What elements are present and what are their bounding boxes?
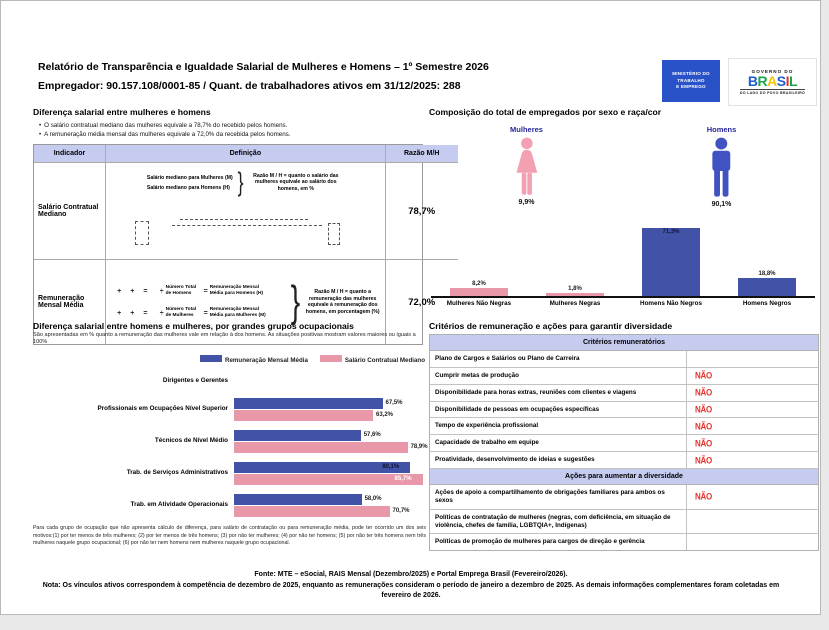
nao-icon: NÃO: [695, 387, 712, 398]
footer-source: Fonte: MTE – eSocial, RAIS Mensal (Dezembro/2025) e Portal Emprega Brasil (Fevereiro/2026).: [254, 571, 568, 578]
criteria-row-label: Tempo de experiência profissional: [430, 418, 687, 434]
legend-item-salario: [320, 349, 425, 367]
gap-row2-ratio: 72,0%: [408, 296, 436, 308]
brasil-letter: R: [757, 73, 768, 89]
criteria-row-status: [687, 368, 818, 384]
plus-operator: +: [117, 287, 122, 295]
female-figure-icon: [126, 229, 133, 245]
formula-result-label: Remuneração Mensal Média para Homens (H): [209, 285, 264, 296]
male-figure-icon: [110, 286, 115, 297]
legend-item-remuneracao: [200, 349, 308, 367]
occupation-bar: [234, 410, 373, 421]
composition-women: [429, 125, 624, 208]
composition-bar-value: 1,8%: [568, 286, 582, 292]
gap-table-header-razao: Razão M/H: [386, 145, 458, 163]
composition-bar: [546, 293, 604, 296]
occupation-bar-value: 67,5%: [385, 400, 403, 407]
occupation-bar-value: 58,0%: [364, 496, 382, 503]
occupation-footnote: Para cada grupo de ocupação que não apresenta cálculo de diferença, para salário de contratação ou para remuneração média, pode ter ocorrido um dos seis motivos:(1) por ter menos de três mulheres; (2) por ter menos de três homens; (3) por não ter mulheres; (4) por não ter homens; (5) por não ter três homens nem três mulheres naquele grupo ocupacional; (6) por não ter nem homens nem mulheres naquele grupo ocupacional.: [33, 525, 426, 547]
occupation-bar-value: 70,7%: [392, 508, 410, 515]
plus-operator: +: [117, 309, 122, 317]
brace-glyph: }: [290, 277, 301, 326]
criteria-row: [430, 418, 818, 435]
criteria-section-header: Ações para aumentar a diversidade: [430, 469, 818, 485]
occupation-group-row: [33, 430, 428, 453]
formula-line-men: [110, 282, 286, 300]
occupation-heading: Diferença salarial entre homens e mulheres, por grandes grupos ocupacionais: [33, 321, 354, 331]
criteria-table: [429, 334, 819, 551]
report-header: [38, 58, 638, 96]
criteria-row: [430, 485, 818, 510]
criteria-row: [430, 534, 818, 550]
gap-bullet-item: • O salário contratual mediano das mulheres equivale a 78,7% do recebido pelos homens.: [39, 122, 419, 129]
gap-row1-definition-text: [110, 167, 381, 198]
criteria-row-label: Disponibilidade para horas extras, reuniões com clientes e viagens: [430, 385, 687, 401]
occupation-category-label: Trab. de Serviços Administrativos: [126, 469, 228, 477]
legend-swatch-pink: [320, 355, 342, 362]
criteria-row-label: Plano de Cargos e Salários ou Plano de Carreira: [430, 351, 687, 367]
male-figure-icon: [707, 137, 736, 199]
composition-category-label: Homens Negros: [742, 300, 792, 307]
occupation-bar-chart: [33, 367, 428, 526]
footer-note: Nota: Os vínculos ativos correspondem à competência de dezembro de 2025, enquanto as remunerações consideram o período de janeiro a dezembro de 2025. As demais informações complementares foram coletadas em fevereiro de 2026.: [42, 581, 780, 599]
brasil-letter: L: [789, 73, 798, 89]
male-figure-icon: [136, 286, 141, 297]
median-women-line: Salário mediano para Mulheres (M): [146, 174, 233, 181]
occupation-group-row: [33, 398, 428, 421]
occupation-bar-line: [234, 462, 423, 473]
criteria-row: [430, 351, 818, 368]
composition-bar: [450, 288, 508, 296]
composition-chart-plot: [431, 222, 815, 298]
legend-label-remuneracao: Remuneração Mensal Média: [225, 357, 308, 364]
criteria-row-status: [687, 510, 818, 534]
occupation-bar-line: [234, 494, 410, 505]
brasil-letter: A: [767, 73, 777, 89]
occupation-group-row: [33, 462, 428, 485]
plus-operator: +: [130, 309, 135, 317]
criteria-heading: Critérios de remuneração e ações para garantir diversidade: [429, 321, 673, 331]
criteria-row-status: [687, 452, 818, 468]
criteria-row: [430, 510, 818, 535]
composition-bar-column: [527, 286, 623, 296]
criteria-row: [430, 452, 818, 469]
criteria-row-label: Disponibilidade de pessoas em ocupações específicas: [430, 402, 687, 418]
formula-result-label: Remuneração Mensal Média para Mulheres (M): [209, 307, 266, 318]
criteria-section-header: Critérios remuneratórios: [430, 335, 818, 351]
criteria-row: [430, 435, 818, 452]
employer-line: Empregador: 90.157.108/0001-85 / Quant. de trabalhadores ativos em 31/12/2025: 288: [38, 79, 461, 92]
median-men-line: Salário mediano para Homens (H): [146, 184, 230, 191]
mte-logo-text: MINISTÉRIO DO TRABALHO E EMPREGO: [672, 70, 710, 90]
criteria-row-status: [687, 534, 818, 550]
nao-icon: NÃO: [695, 454, 712, 466]
criteria-row-label: Capacidade de trabalho em equipe: [430, 435, 687, 451]
divide-operator: ÷: [159, 287, 164, 295]
occupation-bar-value: 85,7%: [394, 476, 412, 483]
formula-line-women: [110, 304, 286, 322]
female-figure-icon: [179, 213, 194, 245]
composition-heading: Composição do total de empregados por sexo e raça/cor: [429, 107, 662, 117]
female-figure-icon: [513, 137, 541, 197]
brace-glyph: }: [237, 167, 244, 197]
criteria-row-label: Políticas de contratação de mulheres (negras, com deficiência, em situação de violência, chefes de família, LGBTQIA+, Indígenas): [430, 510, 687, 534]
brasil-letter: S: [776, 73, 786, 89]
gap-bullet-item: • A remuneração média mensal das mulheres equivale a 72,0% da recebida pelos homens.: [39, 131, 419, 138]
average-formula-diagram: [110, 278, 286, 326]
criteria-row-label: Políticas de promoção de mulheres para cargos de direção e gerência: [430, 534, 687, 550]
composition-category-label: Mulheres Negras: [549, 300, 601, 307]
page-title: Relatório de Transparência e Igualdade Salarial de Mulheres e Homens – 1º Semestre 2026: [38, 61, 489, 73]
men-label: Homens: [706, 125, 737, 134]
formula-divisor-label: Número Total de Homens: [165, 285, 197, 296]
criteria-row: [430, 402, 818, 419]
occupation-category-label: Técnicos de Nível Médio: [154, 437, 228, 445]
brasil-letter: B: [747, 73, 758, 89]
occupation-bar: [234, 494, 362, 505]
occupation-bar-pair: [234, 430, 428, 453]
formula-divisor-label: Número Total de Mulheres: [165, 307, 197, 318]
occupation-bar: [234, 430, 361, 441]
gov-logo-top-text: GOVERNO DO: [751, 69, 794, 74]
gap-row1-median-lines: [147, 171, 233, 195]
women-label: Mulheres: [510, 125, 543, 134]
composition-bar-value: 18,8%: [758, 271, 776, 278]
composition-chart-categories: [431, 300, 815, 307]
equals-operator: =: [143, 309, 148, 317]
occupation-bar-value: 80,1%: [382, 464, 400, 471]
occupation-group-row: [33, 377, 428, 385]
median-dashed-line: [172, 225, 322, 226]
occupation-category-label: Dirigentes e Gerentes: [162, 377, 228, 384]
criteria-row: [430, 368, 818, 385]
composition-figures: [429, 125, 819, 208]
female-figure-icon: [149, 304, 157, 322]
composition-category-label: Mulheres Não Negras: [446, 300, 512, 307]
legend-label-salario: Salário Contratual Mediano: [344, 357, 425, 364]
female-figure-icon: [110, 308, 115, 319]
male-figure-icon: [149, 282, 157, 300]
female-figure-icon: [136, 308, 141, 319]
criteria-row-status: [687, 435, 818, 451]
criteria-row-status: [687, 418, 818, 434]
occupation-bar: [234, 442, 408, 453]
occupation-bar-pair: [234, 462, 423, 485]
composition-bar-column: [431, 281, 527, 296]
nao-icon: NÃO: [695, 421, 712, 432]
median-dashed-line: [180, 219, 308, 220]
composition-bar: [642, 228, 700, 296]
criteria-row-label: Cumprir metas de produção: [430, 368, 687, 384]
women-percentage: 9,9%: [518, 199, 535, 206]
gov-logo-tagline: DO LADO DO POVO BRASILEIRO: [739, 91, 806, 95]
criteria-row-status: [687, 402, 818, 418]
gap-row2-indicator: Remuneração Mensal Média: [34, 260, 106, 344]
gap-table-header-indicador: Indicador: [34, 145, 106, 163]
gap-row1-indicator: Salário Contratual Mediano: [34, 163, 106, 260]
occupation-bar-line: [234, 474, 423, 485]
legend-swatch-blue: [200, 355, 222, 362]
composition-chart: [431, 222, 815, 307]
male-figure-icon: [342, 219, 354, 245]
criteria-row-status: [687, 351, 818, 367]
occupation-bar-pair: [234, 494, 410, 517]
gap-row1-ratio: 78,7%: [386, 163, 458, 260]
occupation-subtitle: São apresentadas em % quanto a remuneração das mulheres vale em relação à dos homens. As situações positivas mostram valores maiores ou iguais a 100%: [33, 332, 416, 346]
gap-row1-note: Razão M / H = quanto o salário das mulheres equivale ao salário dos homens, em %: [253, 172, 339, 192]
gap-table-header-definicao: Definição: [106, 145, 386, 163]
divide-operator: ÷: [159, 309, 164, 317]
male-figure-icon: [312, 233, 318, 245]
occupation-bar-value: 57,6%: [363, 432, 381, 439]
occupation-bar-line: [234, 430, 428, 441]
occupation-category-label: Trab. em Atividade Operacionais: [130, 501, 228, 509]
composition-men: [624, 125, 819, 208]
gap-bullet-list: [39, 120, 419, 140]
median-comparison-diagram: [110, 201, 381, 247]
gap-table: [33, 144, 440, 345]
nao-icon: NÃO: [695, 491, 712, 503]
report-footer: [31, 570, 791, 602]
occupation-legend: [33, 349, 425, 367]
composition-bar-value: 8,2%: [472, 281, 486, 288]
men-percentage: 90,1%: [711, 201, 732, 208]
criteria-row-label: Proatividade, desenvolvimento de ideias e sugestões: [430, 452, 687, 468]
female-figure-icon: [118, 232, 124, 245]
occupation-bar-value: 78,9%: [410, 444, 428, 451]
women-group-figures: [118, 213, 193, 245]
male-figure-icon: [319, 230, 326, 245]
nao-icon: NÃO: [695, 370, 712, 381]
brasil-wordmark: [748, 74, 797, 88]
occupation-bar-line: [234, 410, 403, 421]
female-figure-icon: [135, 221, 148, 245]
equals-operator: =: [203, 287, 208, 295]
occupation-group-row: [33, 494, 428, 517]
occupation-category-label: Profissionais em Ocupações Nível Superior: [97, 405, 228, 413]
occupation-bar-pair: [234, 398, 403, 421]
gap-section-heading: Diferença salarial entre mulheres e homens: [33, 107, 211, 117]
female-figure-icon: [164, 217, 177, 245]
occupation-bar: [234, 506, 390, 517]
criteria-row-status: [687, 385, 818, 401]
brasil-letter: I: [785, 73, 790, 89]
plus-operator: +: [130, 287, 135, 295]
composition-category-label: Homens Não Negros: [640, 300, 702, 307]
equals-operator: =: [203, 309, 208, 317]
male-figure-icon: [328, 223, 340, 245]
nao-icon: NÃO: [695, 404, 712, 415]
nao-icon: NÃO: [695, 438, 712, 449]
composition-bar-column: [719, 271, 815, 296]
criteria-row-label: Ações de apoio a compartilhamento de obrigações familiares para ambos os sexos: [430, 485, 687, 509]
male-figure-icon: [123, 286, 128, 297]
occupation-bar-line: [234, 442, 428, 453]
composition-bar-value: 71,3%: [662, 229, 680, 236]
male-figure-icon: [356, 214, 370, 245]
equals-operator: =: [143, 287, 148, 295]
occupation-bar-line: [234, 506, 410, 517]
gov-brasil-logo: [728, 58, 817, 106]
gap-row1-definition: [106, 163, 386, 260]
occupation-bar-line: [234, 398, 403, 409]
occupation-bar: [234, 398, 383, 409]
composition-bar: [738, 278, 796, 296]
female-figure-icon: [123, 308, 128, 319]
female-figure-icon: [151, 221, 162, 245]
mte-logo: [662, 60, 720, 102]
men-group-figures: [312, 214, 371, 245]
occupation-bar-value: 63,2%: [376, 412, 394, 419]
gap-row2-note: Razão M / H = quanto a remuneração das mulheres equivale à remuneração dos homens, em porcentagem (%): [305, 289, 380, 315]
criteria-row-status: [687, 485, 818, 509]
criteria-row: [430, 385, 818, 402]
composition-bar-column: [623, 228, 719, 296]
